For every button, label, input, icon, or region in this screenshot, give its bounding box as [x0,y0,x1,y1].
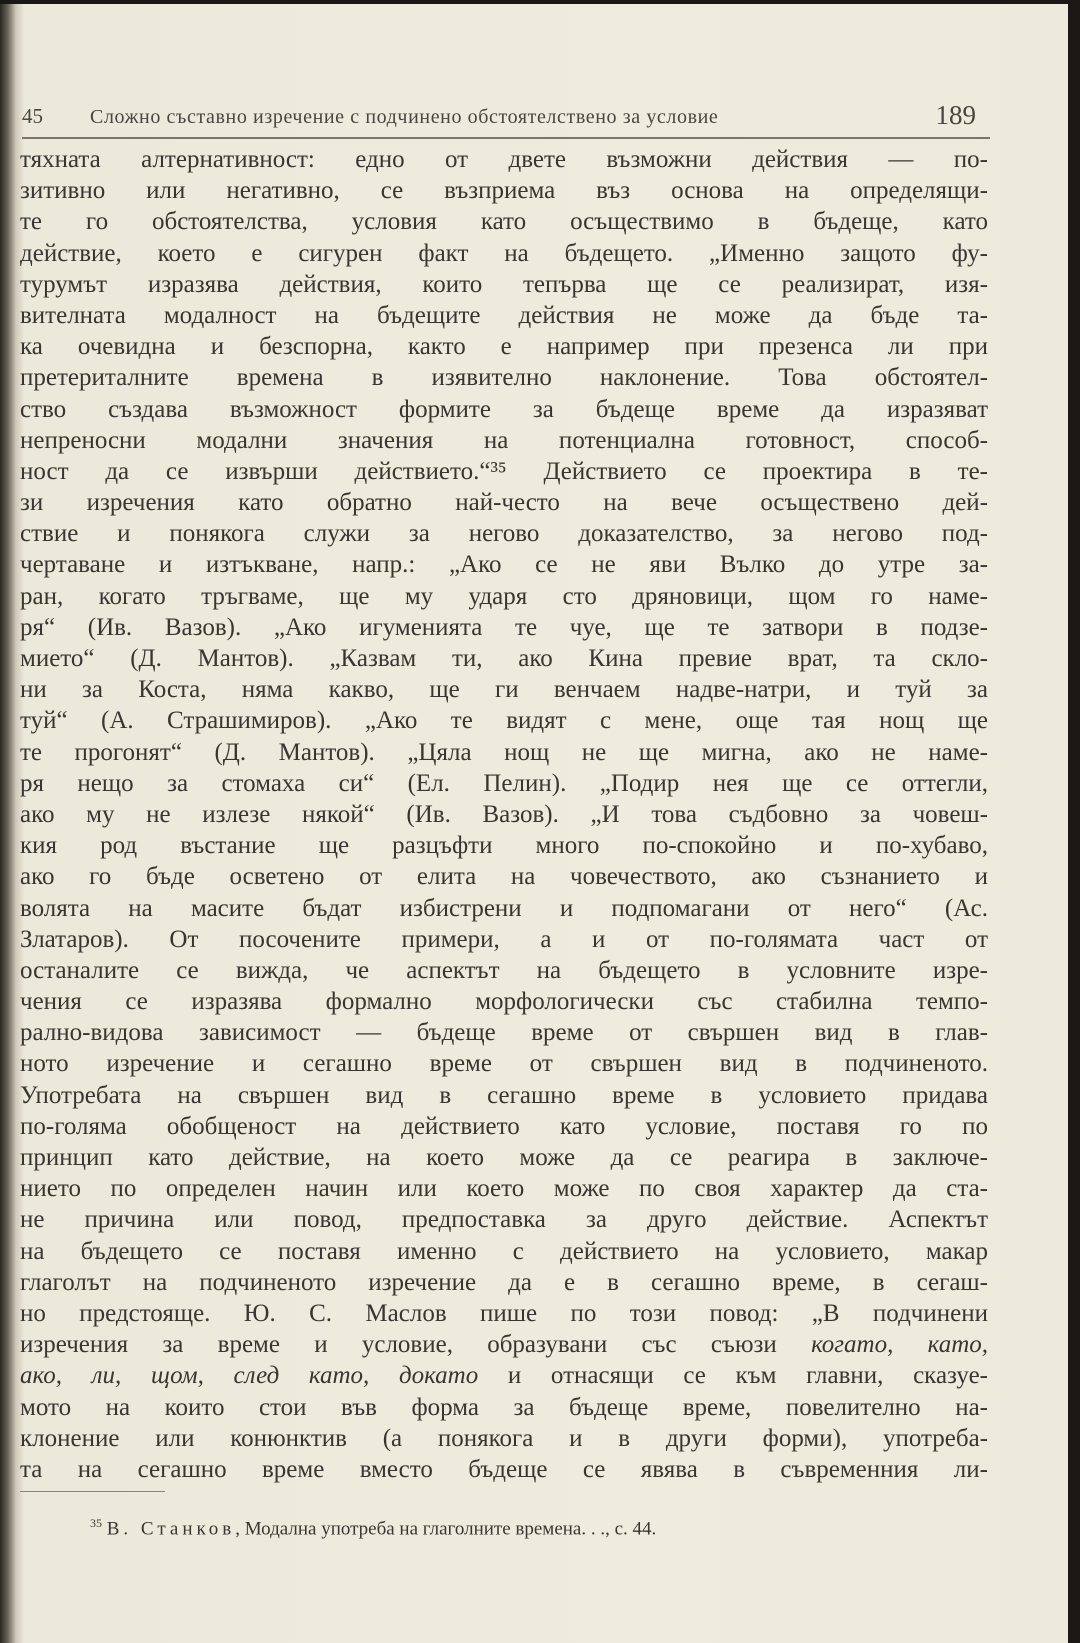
text-line [20,549,988,580]
text-segment: ран, когато тръгваме, ще му ударя сто дряновици, щом го наме- [20,582,988,610]
book-page [0,4,1068,1643]
text-line [20,1267,988,1298]
text-segment: вителната модалност на бъдещите действия не може да бъде та- [20,301,988,329]
text-segment: останалите се вижда, че аспектът на бъдещето в условните изре- [20,956,988,984]
text-line [20,830,988,861]
text-segment: принцип като действие, на което може да се реагира в заключе- [20,1144,988,1171]
text-segment: волята на масите бъдат избистрени и подпомагани от него“ (Ас. [20,894,988,922]
running-title: Сложно съставно изречение с подчинено обстоятелствено за условие [90,106,719,128]
text-segment: кия род въстание ще разцъфти много по-спокойно и по-хубаво, [20,832,988,860]
text-segment: ря“ (Ив. Вазов). „Ако игуменията те чуе, ще те затвори в подзе- [20,613,988,641]
text-segment: ако го бъде осветено от елита на човечеството, ако съзнанието и [20,863,988,891]
text-line [20,206,988,237]
text-segment: клонение или конюнктив (а понякога и в други форми), употреба- [20,1424,988,1452]
text-line [20,893,988,924]
text-segment: мото на които стои във форма за бъдеще време, повелително на- [20,1393,988,1421]
text-segment: ност да се извърши действието.“³⁵ Действието се проектира в те- [20,457,988,485]
text-line [20,1048,988,1079]
text-line [20,955,988,986]
text-line [20,1173,988,1204]
text-line [20,1298,988,1329]
text-line [20,1017,988,1048]
text-line [20,1329,988,1360]
footnote-author: В. Станков [106,1518,236,1540]
text-segment: те прогонят“ (Д. Мантов). „Цяла нощ не ще мигна, ако не наме- [20,738,988,766]
section-number: 45 [22,104,43,128]
text-line [20,425,988,456]
text-segment: зи изречения като обратно най-често на вече осъществено дей- [20,489,988,517]
footnote [90,1516,656,1540]
text-line [20,612,988,643]
text-segment: ря нещо за стомаха си“ (Ел. Пелин). „Подир нея ще се оттегли, [20,769,988,797]
text-line [20,986,988,1017]
text-segment: чения се изразява формално морфологически със стабилна темпо- [20,988,988,1016]
text-line [20,1392,988,1423]
text-segment: мието“ (Д. Мантов). „Казвам ти, ако Кина превие врат, та скло- [20,645,988,672]
text-segment: ното изречение и сегашно време от свършен вид в подчиненото. [20,1050,988,1078]
text-line [20,1454,988,1485]
text-line [20,643,988,674]
text-segment: та на сегашно време вместо бъдеще се явява в съвременния ли- [20,1455,988,1483]
text-segment: Употребата на свършен вид в сегашно време в условието придава [20,1081,988,1109]
text-segment: непреносни модални значения на потенциална готовност, способ- [20,426,988,454]
text-segment: и отнасящи се към главни, сказуе- [478,1362,988,1390]
text-line [20,331,988,362]
text-line [20,487,988,518]
text-line [20,269,988,300]
body-text [20,144,988,1485]
text-line [20,144,988,175]
text-line [20,799,988,830]
italic-text: ако, ли, щом, след като, докато [20,1362,479,1390]
text-segment: тяхната алтернативност: едно от двете възможни действия — по- [20,146,988,173]
text-line [20,1236,988,1267]
text-line [20,1111,988,1142]
text-segment: чертаване и изтъкване, напр.: „Ако се не яви Вълко до утре за- [20,551,988,579]
text-segment: ка очевидна и безспорна, както е например при презенса ли при [20,333,988,361]
text-segment: те го обстоятелства, условия като осъществимо в бъдеще, като [20,208,988,236]
text-line [20,861,988,892]
footnote-number: 35 [90,1516,102,1530]
text-segment: ство създава възможност формите за бъдеще време да изразяват [20,395,988,423]
text-segment: на бъдещето се поставя именно с действието на условието, макар [20,1237,988,1265]
text-line [20,238,988,269]
text-line [20,1360,988,1391]
text-segment: претериталните времена в изявително наклонение. Това обстоятел- [20,364,988,392]
text-line [20,456,988,487]
text-line [20,924,988,955]
text-line [20,1080,988,1111]
text-line [20,581,988,612]
text-segment: ако му не излезе някой“ (Ив. Вазов). „И това съдбовно за човеш- [20,800,988,828]
text-segment: не причина или повод, предпоставка за друго действие. Аспектът [20,1206,988,1234]
text-line [20,705,988,736]
text-line [20,394,988,425]
text-segment: действие, което е сигурен факт на бъдещето. „Именно защото фу- [20,239,988,267]
text-line [20,1423,988,1454]
text-line [20,518,988,549]
text-line [20,737,988,768]
text-segment: изречения за време и условие, образувани със съюзи [20,1331,812,1359]
italic-text: когато, като, [811,1331,988,1359]
text-line [20,362,988,393]
text-segment: туй“ (А. Страшимиров). „Ако те видят с мене, още тая нощ ще [20,707,988,735]
text-segment: рално-видова зависимост — бъдеще време от свършен вид в глав- [20,1019,988,1047]
page-number: 189 [935,100,976,130]
text-segment: зитивно или негативно, се възприема въз основа на определящи- [20,177,988,205]
text-line [20,1204,988,1235]
text-segment: ни за Коста, няма какво, ще ги венчаем надве-натри, и туй за [20,676,988,704]
text-segment: но предстояще. Ю. С. Маслов пише по този повод: „В подчинени [20,1299,988,1327]
text-line [20,300,988,331]
text-line [20,1142,988,1173]
footnote-text: , Модална употреба на глаголните времена. . ., с. 44. [235,1518,657,1540]
text-line [20,175,988,206]
footnote-rule [20,1491,165,1492]
text-line [20,768,988,799]
header-rule [22,137,990,139]
text-segment: нието по определен начин или което може по своя характер да ста- [20,1175,988,1203]
text-segment: по-голяма обобщеност на действието като условие, поставя го по [20,1112,988,1140]
text-segment: Златаров). От посочените примери, а и от по-голямата част от [20,925,988,953]
text-segment: ствие и понякога служи за негово доказателство, за негово под- [20,520,988,548]
text-line [20,674,988,705]
running-header [22,102,990,132]
text-segment: турумът изразява действия, които тепърва ще се реализират, изя- [20,270,988,298]
text-segment: глаголът на подчиненото изречение да е в сегашно време, в сегаш- [20,1268,988,1296]
